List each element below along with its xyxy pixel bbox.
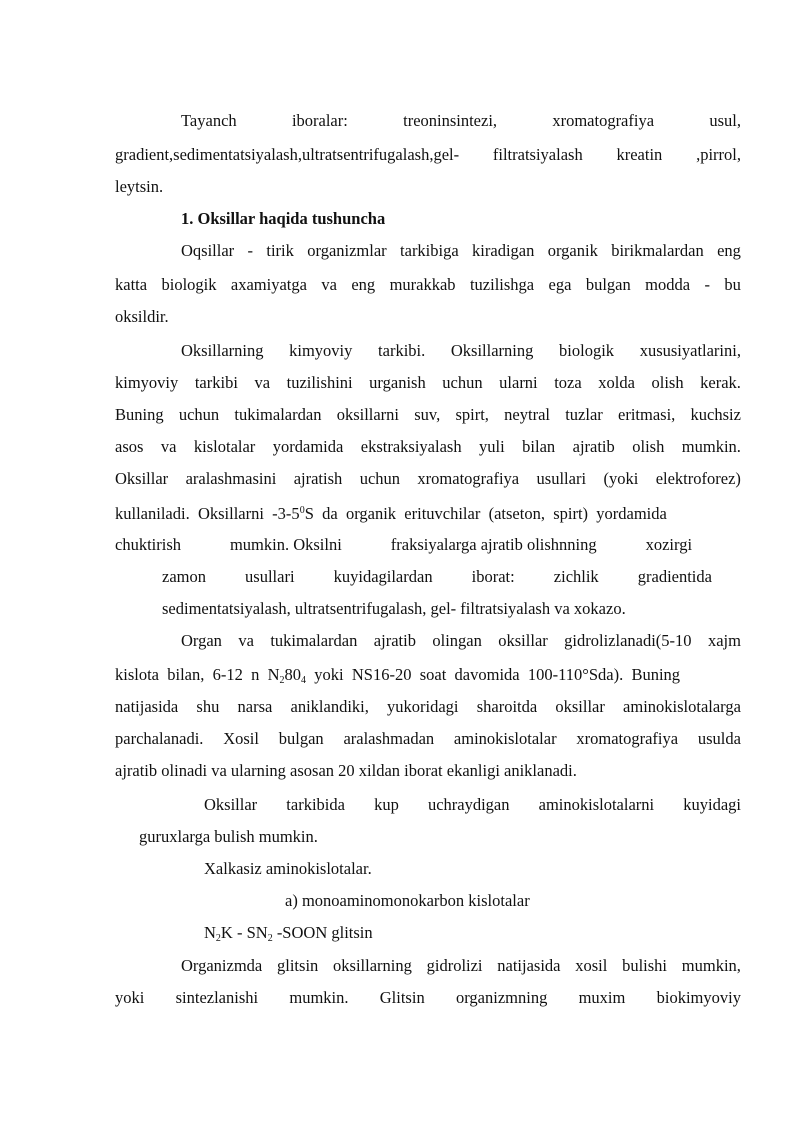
word: suv,: [414, 405, 441, 424]
para2-line-7: [115, 534, 741, 556]
word: biologik: [559, 341, 615, 360]
para3-line-5: ajratib olinadi va ularning asosan 20 xildan iborat ekanligi aniklanadi.: [115, 761, 577, 780]
word: gidrolizlanadi(5-10: [564, 631, 692, 650]
word: organik: [547, 241, 598, 260]
word: biologik: [161, 275, 217, 294]
word: eng: [717, 241, 741, 260]
word: iboralar:: [291, 111, 348, 130]
word: olish: [651, 373, 684, 392]
word: bu: [724, 275, 741, 294]
word: tuzilishga: [469, 275, 535, 294]
word: va: [254, 373, 271, 392]
keywords-line-2: [115, 144, 741, 166]
word: parchalanadi.: [115, 729, 204, 748]
word: urganish: [369, 373, 426, 392]
word: kup: [374, 795, 399, 814]
word: uchun: [442, 373, 483, 392]
word: natijasida: [115, 697, 179, 716]
word: xolda: [598, 373, 635, 392]
word: yoki: [115, 988, 145, 1007]
word: Organizmda: [181, 956, 263, 975]
word: Buning: [115, 405, 164, 424]
word: xususiyatlarini,: [639, 341, 741, 360]
word: aminokislotalarga: [623, 697, 741, 716]
word: -: [704, 275, 710, 294]
word: shu: [196, 697, 220, 716]
word: birikmalardan: [611, 241, 704, 260]
para2-line-8: [162, 566, 712, 588]
word: aralashmadan: [343, 729, 435, 748]
word: yuli: [479, 437, 505, 456]
word: bilan: [522, 437, 556, 456]
word: aniklandiki,: [290, 697, 369, 716]
word: va: [321, 275, 337, 294]
word: neytral: [504, 405, 550, 424]
word: tarkibi.: [378, 341, 426, 360]
word: usullari: [536, 469, 587, 488]
word: Tayanch: [181, 111, 237, 130]
word: xromatografiya: [576, 729, 679, 748]
word: filtratsiyalash: [492, 145, 583, 164]
para4-line-1: [204, 794, 741, 816]
word: Oqsillar: [181, 241, 235, 260]
word: oksillar: [555, 697, 605, 716]
word: ega: [548, 275, 572, 294]
word: elektroforez): [655, 469, 741, 488]
word: usulda: [697, 729, 741, 748]
word: kerak.: [700, 373, 741, 392]
word: narsa: [237, 697, 273, 716]
word: kislotalar: [193, 437, 256, 456]
word: usullari: [245, 567, 295, 586]
word: spirt,: [455, 405, 489, 424]
para3-line-3: [115, 696, 741, 718]
word: fraksiyalarga ajratib olishnning: [390, 535, 597, 554]
word: zamon: [162, 567, 206, 586]
word: tukimalardan: [234, 405, 322, 424]
word: -: [247, 241, 254, 260]
word: gradient,sedimentatsiyalash,ultratsentrifugalash,gel-: [115, 145, 460, 164]
word: kuyidagilardan: [333, 567, 433, 586]
word: katta: [115, 275, 148, 294]
word: ularni: [499, 373, 538, 392]
word: yukoridagi: [387, 697, 459, 716]
word: Organ: [181, 631, 222, 650]
word: muxim: [578, 988, 626, 1007]
word: Glitsin: [379, 988, 425, 1007]
para4-line-2: guruxlarga bulish mumkin.: [139, 827, 318, 846]
word: tarkibida: [286, 795, 345, 814]
word: bulgan: [585, 275, 631, 294]
formula-glitsin: $N_2K - SN_2$ -SOON glitsin: [204, 923, 373, 944]
word: asos: [115, 437, 144, 456]
word: biokimyoviy: [656, 988, 741, 1007]
word: zichlik: [553, 567, 599, 586]
word: (yoki: [603, 469, 639, 488]
word: oksillarni: [336, 405, 400, 424]
word: xozirgi: [645, 535, 693, 554]
word: natijasida: [497, 956, 561, 975]
word: gradientida: [637, 567, 712, 586]
word: organizmning: [455, 988, 548, 1007]
word: treoninsintezi,: [403, 111, 498, 130]
word: xajm: [707, 631, 741, 650]
subheading: Xalkasiz aminokislotalar.: [204, 859, 372, 878]
para3-line-4: [115, 728, 741, 750]
para5-line-2: [115, 987, 741, 1009]
para1-line-1: [181, 240, 741, 262]
word: mumkin.: [289, 988, 349, 1007]
word: sintezlanishi: [175, 988, 259, 1007]
para2-line-9: sedimentatsiyalash, ultratsentrifugalash, gel- filtratsiyalash va xokazo.: [162, 599, 626, 618]
word: aminokislotalar: [453, 729, 557, 748]
word: mumkin,: [681, 956, 741, 975]
word: kimyoviy: [289, 341, 353, 360]
word: ,pirrol,: [696, 145, 741, 164]
para2-line-1: [181, 340, 741, 362]
para1-line-3: oksildir.: [115, 307, 169, 326]
word: Oksillar: [204, 795, 258, 814]
para1-line-2: [115, 274, 741, 296]
para3-line-2: kislota bilan, 6-12 n $N_280_4$ yoki NS16-20 soat davomida 100-110°Sda). Buning: [115, 665, 681, 686]
word: kimyoviy: [115, 373, 179, 392]
word: sharoitda: [476, 697, 538, 716]
para2-line-2: [115, 372, 741, 394]
word: xosil: [575, 956, 608, 975]
word: Oksillar: [115, 469, 169, 488]
word: va: [238, 631, 254, 650]
word: kreatin: [616, 145, 663, 164]
word: kuyidagi: [683, 795, 741, 814]
word: toza: [554, 373, 582, 392]
word: kuchsiz: [690, 405, 741, 424]
word: bulgan: [278, 729, 324, 748]
word: eng: [351, 275, 376, 294]
word: tirik: [266, 241, 294, 260]
para5-line-1: [181, 955, 741, 977]
word: oksillarning: [333, 956, 412, 975]
word: modda: [645, 275, 691, 294]
word: tuzilishini: [286, 373, 353, 392]
word: Xosil: [223, 729, 259, 748]
subsubheading: a) monoaminomonokarbon kislotalar: [285, 891, 530, 910]
para2-line-3: [115, 404, 741, 426]
word: tarkibi: [194, 373, 238, 392]
keywords-line-1: [181, 110, 741, 132]
para3-line-1: [181, 630, 741, 652]
word: tuzlar: [565, 405, 603, 424]
word: ajratib: [373, 631, 416, 650]
word: oksillar: [498, 631, 548, 650]
word: aralashmasini: [185, 469, 277, 488]
word: gidrolizi: [426, 956, 483, 975]
section-heading: 1. Oksillar haqida tushuncha: [181, 209, 386, 228]
word: xromatografiya: [417, 469, 520, 488]
keywords-line-3: leytsin.: [115, 177, 164, 196]
word: ajratish: [293, 469, 343, 488]
para2-line-4: [115, 436, 741, 458]
word: uchun: [359, 469, 401, 488]
para2-line-6: kullaniladi. Oksillarni $-3-5^0S$ da organik erituvchilar (atseton, spirt) yordamida: [115, 504, 667, 523]
word: xromatografiya: [552, 111, 655, 130]
word: kiradigan: [472, 241, 535, 260]
para2-line-5: [115, 468, 741, 490]
word: uchraydigan: [427, 795, 510, 814]
word: eritmasi,: [618, 405, 676, 424]
word: bulishi: [622, 956, 668, 975]
word: tukimalardan: [270, 631, 358, 650]
word: mumkin.: [681, 437, 741, 456]
word: organizmlar: [307, 241, 387, 260]
word: yordamida: [272, 437, 344, 456]
word: olish: [632, 437, 665, 456]
word: olingan: [432, 631, 482, 650]
word: iborat:: [471, 567, 515, 586]
word: axamiyatga: [230, 275, 307, 294]
word: aminokislotalarni: [538, 795, 655, 814]
word: chuktirish: [115, 535, 181, 554]
word: va: [160, 437, 177, 456]
word: mumkin. Oksilni: [229, 535, 342, 554]
word: Oksillarning: [181, 341, 264, 360]
word: ajratib: [572, 437, 615, 456]
word: murakkab: [389, 275, 456, 294]
word: uchun: [178, 405, 220, 424]
word: Oksillarning: [450, 341, 534, 360]
word: glitsin: [277, 956, 319, 975]
word: usul,: [709, 111, 741, 130]
word: ekstraksiyalash: [360, 437, 462, 456]
word: tarkibiga: [400, 241, 459, 260]
